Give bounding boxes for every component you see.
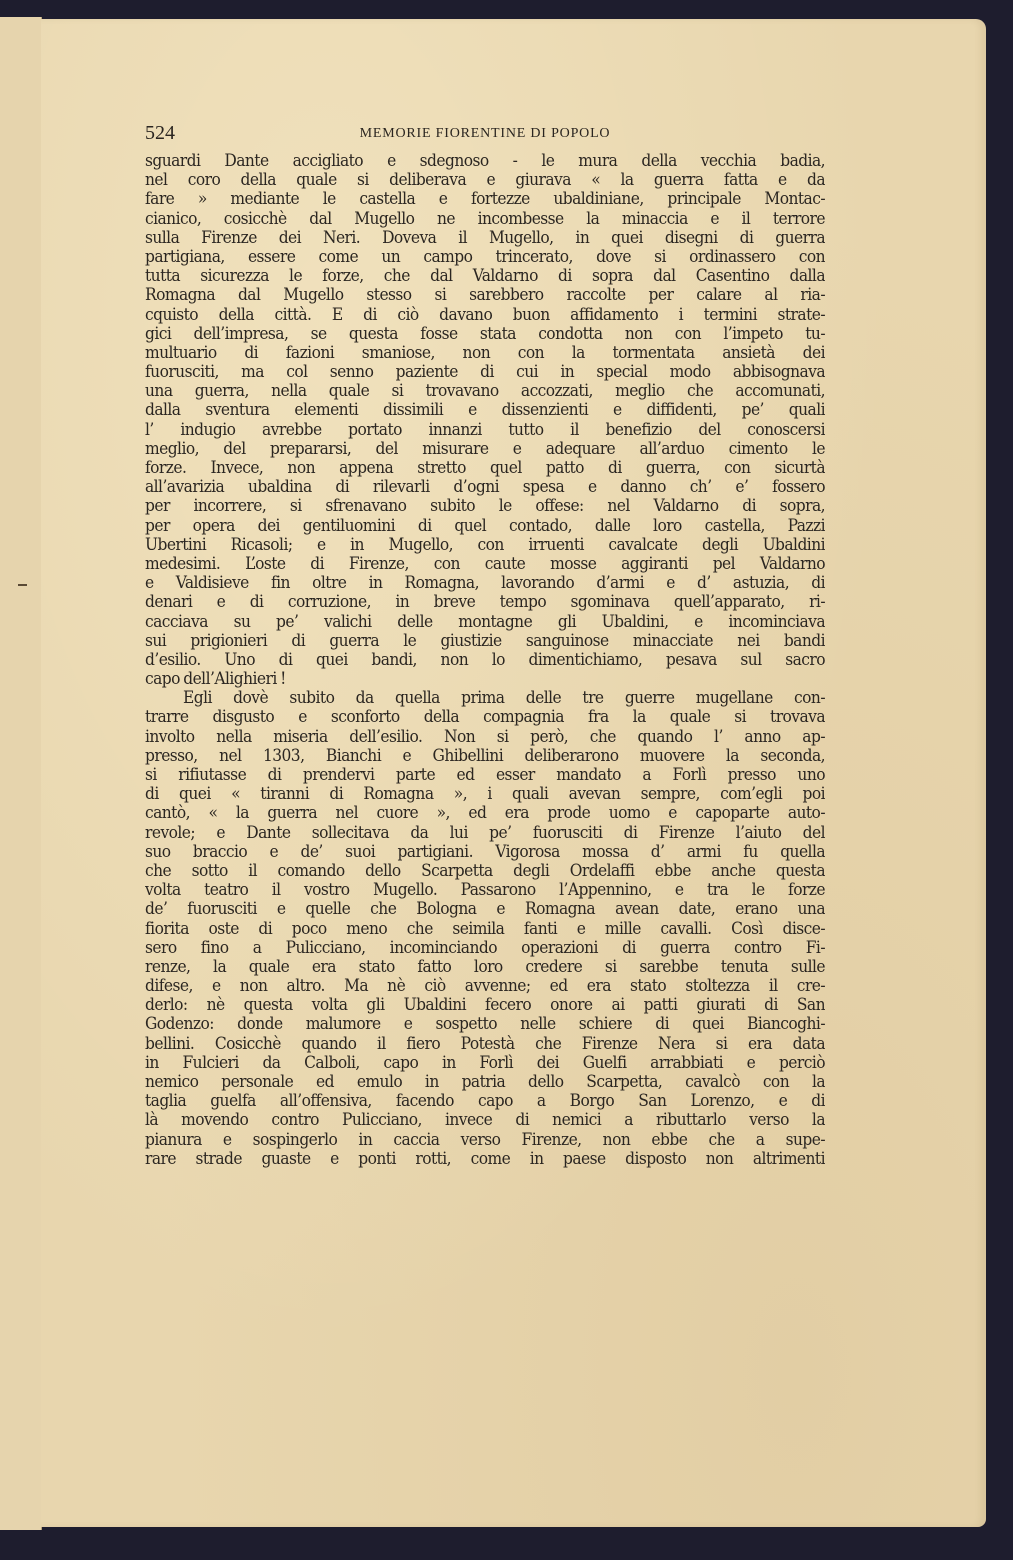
text-line: gici dell’impresa, se questa fosse stata condotta non con l’impeto tu- [145,324,825,344]
text-line: una guerra, nella quale si trovavano accozzati, meglio che accomunati, [145,382,825,402]
text-line: sui prigionieri di guerra le giustizie sanguinose minacciate nei bandi [145,631,825,651]
previous-page-edge [0,17,42,1530]
text-line: Godenzo: donde malumore e sospetto nelle schiere di quei Biancoghi- [145,1015,825,1035]
body-text [145,152,825,1169]
text-line: si rifiutasse di prendervi parte ed esser mandato a Forlì presso uno [145,766,825,785]
paragraph [145,689,825,1169]
text-line: partigiana, essere come un campo trincerato, dove si ordinassero con [145,247,825,267]
text-line: rare strade guaste e ponti rotti, come in paese disposto non altrimenti [145,1149,825,1169]
text-line: in Fulcieri da Calboli, capo in Forlì dei Guelfi arrabbiati e perciò [145,1053,825,1073]
text-line: l’ indugio avrebbe portato innanzi tutto il benefizio del conoscersi [145,420,825,440]
text-line: presso, nel 1303, Bianchi e Ghibellini deliberarono muovere la seconda, [145,746,825,766]
text-line: Egli dovè subito da quella prima delle tre guerre mugellane con- [183,689,825,709]
text-line: che sotto il comando dello Scarpetta degli Ordelaffi ebbe anche questa [145,861,825,881]
text-line: tutta sicurezza le forze, che dal Valdarno di sopra dal Casentino dalla [145,267,825,287]
text-line: fare » mediante le castella e fortezze ubaldiniane, principale Montac- [145,190,825,210]
text-line: cacciava su pe’ valichi delle montagne gli Ubaldini, e incominciava [145,612,825,632]
text-line: medesimi. L’oste di Firenze, con caute mosse aggiranti pel Valdarno [145,554,825,574]
text-line: renze, la quale era stato fatto loro credere si sarebbe tenuta sulle [145,957,825,977]
text-line: fuorusciti, ma col senno paziente di cui in special modo abbisognava [145,363,825,383]
text-line: capo dell’Alighieri ! [145,670,286,690]
text-line: cianico, cosicchè dal Mugello ne incombesse la minaccia e il terrore [145,209,825,229]
text-line: per incorrere, si sfrenavano subito le offese: nel Valdarno di sopra, [145,497,825,517]
text-line: de’ fuorusciti e quelle che Bologna e Romagna avean date, erano una [145,900,825,920]
text-line: nel coro della quale si deliberava e giurava « la guerra fatta e da [145,171,825,191]
text-line: taglia guelfa all’offensiva, facendo capo a Borgo San Lorenzo, e di [145,1092,825,1112]
running-head [145,122,825,146]
text-line: suo braccio e de’ suoi partigiani. Vigorosa mossa d’ armi fu quella [145,842,825,862]
text-line: cantò, « la guerra nel cuore », ed era prode uomo e capoparte auto- [145,804,825,824]
text-line: denari e di corruzione, in breve tempo sgominava quell’apparato, ri- [145,593,825,613]
text-line: sulla Firenze dei Neri. Doveva il Mugello, in quei disegni di guerra [145,228,825,248]
text-line: fiorita oste di poco meno che seimila fanti e mille cavalli. Così disce- [145,919,825,939]
text-line: all’avarizia ubaldina di rilevarli d’ogni spesa e danno ch’ e’ fossero [145,478,825,498]
text-line: di quei « tiranni di Romagna », i quali avevan sempre, com’egli poi [145,785,825,805]
text-line: multuario di fazioni smaniose, non con la tormentata ansietà dei [145,343,825,363]
text-line: Romagna dal Mugello stesso si sarebbero raccolte per calare al ria- [145,286,825,306]
text-line: volta teatro il vostro Mugello. Passarono l’Appennino, e tra le forze [145,881,825,901]
text-line: involto nella miseria dell’esilio. Non si però, che quando l’ anno ap- [145,727,825,747]
text-line: difese, e non altro. Ma nè ciò avvenne; ed era stato stoltezza il cre- [145,977,825,997]
text-line: là movendo contro Pulicciano, invece di nemici a ributtarlo verso la [145,1111,825,1131]
text-line: e Valdisieve fin oltre in Romagna, lavorando d’armi e d’ astuzia, di [145,574,825,594]
running-title: MEMORIE FIORENTINE DI POPOLO [359,126,611,141]
text-line: forze. Invece, non appena stretto quel patto di guerra, con sicurtà [145,459,825,478]
text-line: d’esilio. Uno di quei bandi, non lo dimentichiamo, pesava sul sacro [145,650,825,670]
text-line: meglio, del prepararsi, del misurare e adequare all’arduo cimento le [145,439,825,459]
text-line: sero fino a Pulicciano, incominciando operazioni di guerra contro Fi- [145,938,825,958]
text-line: trarre disgusto e sconforto della compagnia fra la quale si trovava [145,708,825,728]
text-line: cquisto della città. E di ciò davano buon affidamento i termini strate- [145,305,825,325]
text-line: revole; e Dante sollecitava da lui pe’ fuorusciti di Firenze l’aiuto del [145,823,825,843]
margin-mark [18,584,27,586]
text-line: per opera dei gentiluomini di quel contado, dalle loro castella, Pazzi [145,516,825,536]
text-line: derlo: nè questa volta gli Ubaldini fecero onore ai patti giurati di San [145,996,825,1016]
text-line: pianura e sospingerlo in caccia verso Firenze, non ebbe che a supe- [145,1130,825,1150]
text-line: bellini. Cosicchè quando il fiero Potestà che Firenze Nera si era data [145,1034,825,1054]
text-line: dalla sventura elementi dissimili e dissenzienti e diffidenti, pe’ quali [145,401,825,421]
text-line: Ubertini Ricasoli; e in Mugello, con irruenti cavalcate degli Ubaldini [145,535,825,555]
text-line: sguardi Dante accigliato e sdegnoso - le mura della vecchia badia, [145,152,825,171]
page-number: 524 [145,122,175,144]
text-line: nemico personale ed emulo in patria dello Scarpetta, cavalcò con la [145,1073,825,1092]
paragraph [145,152,825,689]
